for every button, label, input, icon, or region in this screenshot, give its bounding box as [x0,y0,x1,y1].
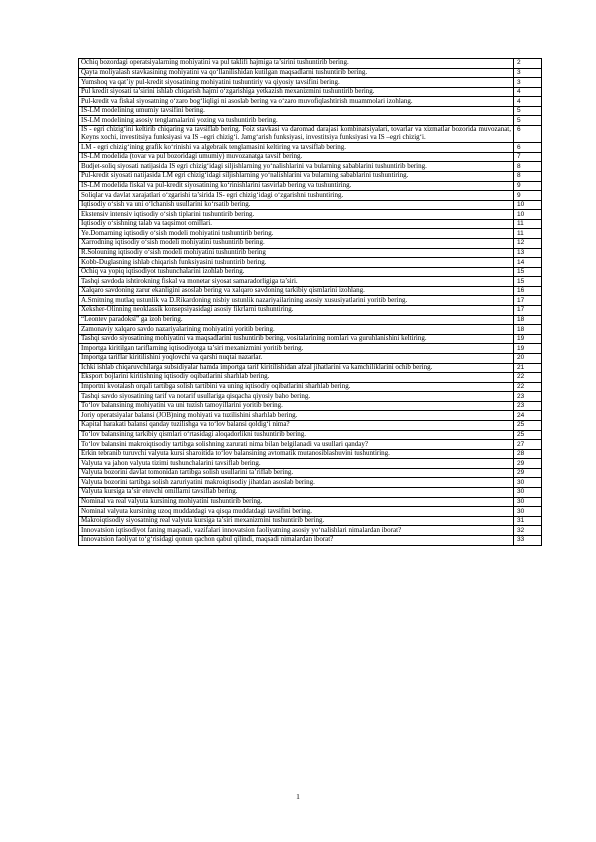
page-reference: 7 [514,152,542,162]
question-text: Xarrodning iqtisodiy o‘sish modeli mohiyatini tushuntirib bering. [79,239,514,249]
question-text: Tashqi savdo siyosatining mohiyatini va maqsadlarini tushuntirib bering, vositalarining nomlari va guruhlanishini keltiring. [79,334,514,344]
table-row [79,449,542,459]
question-text: Importga kiritilgan tariflarning iqtisodiyotga ta’siri mexanizmini yoritib bering. [79,344,514,354]
table-row [79,106,542,116]
table-row [79,392,542,402]
page-reference: 10 [514,210,542,220]
question-text: Pul-kredit va fiskal siyosatning o‘zaro bog‘liqligi ni asoslab bering va o‘zaro muvofiqlashtirish muammolari izohlang. [79,97,514,107]
table-row [79,258,542,268]
table-row [79,325,542,335]
question-text: LM - egri chizig‘ining grafik ko‘rinishi va algebraik tenglamasini keltiring va tavsiflab bering. [79,143,514,153]
question-text: Valyuta bozorini davlat tomonidan tartibga solish usullarini ta’riflab bering. [79,468,514,478]
table-row [79,334,542,344]
question-text: Kobb-Duglasning ishlab chiqarish funksiyasini tushuntirib bering. [79,258,514,268]
page-reference: 3 [514,78,542,88]
table-row [79,526,542,536]
question-text: Importni kvotalash orqali tartibga solish tartibini va uning iqtisodiy oqibatlarini sharhlab bering. [79,382,514,392]
table-row [79,411,542,421]
page-reference: 15 [514,277,542,287]
question-text: Budjet-soliq siyosati natijasida IS egri chizig‘idagi siljishlarning yo‘nalishlarini va bularning sabablarini tushuntirib bering. [79,162,514,172]
table-row [79,382,542,392]
question-text: IS - egri chizig‘ini keltirib chiqaring va tavsiflab bering. Foiz stavkasi va daromad darajasi kombinatsiyalari, tovarlar va xizmatlar bozorida muvozanat, Keyns xochi, investitsiya funksiyasi va IS –egri chizig‘i. Jamg‘arish funksiyasi, investitsiya funksiyasi va IS –egri chizig‘i. [79,126,514,143]
question-text: IS-LM modelining asosiy tenglamalarini yozing va tushuntirib bering. [79,116,514,126]
table-row [79,315,542,325]
table-row [79,116,542,126]
page-reference: 8 [514,162,542,172]
table-row [79,229,542,239]
question-text: Pul-kredit siyosati natijasida LM egri chizig‘idagi siljishlarning yo‘nalishlarini va bularning sabablarini tushuntiring. [79,171,514,181]
question-text: Ichki ishlab chiqaruvchilarga subsidiyalar hamda importga tarif kiritilishidan afzal jihatlarini va kamchiliklarini ochib bering. [79,363,514,373]
page-reference: 10 [514,200,542,210]
table-row [79,344,542,354]
table-row [79,219,542,229]
question-text: Nominal valyuta kursining uzoq muddatdagi va qisqa muddatdagi tavsifini bering. [79,507,514,517]
question-text: Tashqi savdo siyosatining tarif va notarif usullariga qisqacha qiyosiy baho bering. [79,392,514,402]
table-row [79,191,542,201]
table-row [79,286,542,296]
question-text: Ochiq va yopiq iqtisodiyot tushunchalarini izohlab bering. [79,267,514,277]
table-row [79,373,542,383]
page-reference: 30 [514,507,542,517]
table-row [79,306,542,316]
question-text: Iqtisodiy o‘sish va uni o‘lchanish usullarini ko‘rsatib bering. [79,200,514,210]
page-reference: 30 [514,478,542,488]
table-row [79,68,542,78]
table-row [79,239,542,249]
table-row [79,507,542,517]
page-reference: 21 [514,363,542,373]
page-reference: 33 [514,535,542,545]
question-text: Kapital harakati balansi qanday tuzilishga va to‘lov balansi qoldig‘i nima? [79,420,514,430]
table-row [79,535,542,545]
question-text: Joriy operatsiyalar balansi (JOB)ning mohiyati va tuzilishini sharhlab bering. [79,411,514,421]
questions-table-body [79,59,542,546]
page-reference: 29 [514,468,542,478]
page-reference: 4 [514,97,542,107]
page-reference: 15 [514,267,542,277]
question-text: To‘lov balansining tarkibiy qismlari o‘rtasidagi aloqadorlikni tushuntirib bering. [79,430,514,440]
table-row [79,353,542,363]
question-text: Innovatsion faoliyat to‘g‘risidagi qonun qachon qabul qilindi, maqsadi nimalardan iborat? [79,535,514,545]
table-row [79,488,542,498]
table-row [79,267,542,277]
table-row [79,401,542,411]
table-row [79,478,542,488]
page-reference: 28 [514,449,542,459]
table-row [79,468,542,478]
page-reference: 12 [514,239,542,249]
page-reference: 19 [514,344,542,354]
question-text: Valyuta va jahon valyuta tizimi tushunchalarini tavsiflab bering. [79,459,514,469]
table-row [79,296,542,306]
page-reference: 8 [514,171,542,181]
page-reference: 2 [514,59,542,69]
page-reference: 14 [514,258,542,268]
question-text: Yumshoq va qat’iy pul-kredit siyosatining mohiyatini tushuntiriy va qiyosiy tavsifini bering. [79,78,514,88]
question-text: Iqtisodiy o‘sishning talab va taqsimot omillari. [79,219,514,229]
question-text: Eksport bojlarini kiritishning iqtisodiy oqibatlarini sharhlab bering. [79,373,514,383]
question-text: IS-LM modelining umumiy tavsifini bering. [79,106,514,116]
page-reference: 23 [514,401,542,411]
page-reference: 23 [514,392,542,402]
page-reference: 22 [514,382,542,392]
table-row [79,363,542,373]
question-text: Makroiqtisodiy siyosatning real valyuta kursiga ta’siri mexanizmini tushuntirib bering. [79,516,514,526]
table-row [79,200,542,210]
question-text: “Leontev paradoksi” ga izoh bering. [79,315,514,325]
table-row [79,162,542,172]
table-row [79,210,542,220]
questions-table [78,58,542,546]
table-row [79,459,542,469]
page-reference: 17 [514,296,542,306]
page-reference: 19 [514,334,542,344]
question-text: IS-LM modelida (tovar va pul bozoridagi umumiy) muvozanatga tavsif bering. [79,152,514,162]
page-number: 1 [296,792,300,801]
question-text: Erkin tebranib turuvchi valyuta kursi sharoitida to‘lov balansining avtomatik mutanosiblashuvini tushuntiring. [79,449,514,459]
table-row [79,171,542,181]
question-text: Xalqaro savdoning zarur ekanligini asoslab bering va xalqaro savdoning tarkibiy qismlarini izohlang. [79,286,514,296]
question-text: Zamonaviy xalqaro savdo nazariyalarining mohiyatini yoritib bering. [79,325,514,335]
page-reference: 30 [514,497,542,507]
page-reference: 20 [514,353,542,363]
question-text: Innovatsion iqtisodiyot faning maqsadi, vazifalari innovatsion faoliyatning asosiy yo‘nalishlari nimalardan iborat? [79,526,514,536]
table-row [79,59,542,69]
table-row [79,78,542,88]
question-text: Valyuta bozorini tartibga solish zaruriyatini makroiqtisodiy jihatdan asoslab bering. [79,478,514,488]
page-reference: 13 [514,248,542,258]
question-text: A.Smitning mutlaq ustunlik va D.Rikardoning nisbiy ustunlik nazariyailarining asosiy xususiyatlarini yoritib bering. [79,296,514,306]
table-row [79,497,542,507]
table-row [79,516,542,526]
table-row [79,440,542,450]
table-row [79,152,542,162]
question-text: Nominal va real valyuta kursining mohiyatini tushuntirib bering. [79,497,514,507]
page-reference: 32 [514,526,542,536]
page-reference: 5 [514,116,542,126]
question-text: Qayta moliyalash stavkasining mohiyatini va qo‘llanilishidan kutilgan maqsadlarni tushuntirib bering. [79,68,514,78]
question-text: R.Solouning iqtisodiy o‘sish modeli mohiyatini tushuntirib bering [79,248,514,258]
table-row [79,87,542,97]
question-text: Tashqi savdoda ishtirokning fiskal va monetar siyosat samaradorligiga ta’siri. [79,277,514,287]
page-reference: 29 [514,459,542,469]
question-text: Soliqlar va davlat xarajatlari o‘zgarishi ta’sirida IS- egri chizig‘idagi o‘zgarishni tushuntiring. [79,191,514,201]
page-reference: 9 [514,181,542,191]
table-row [79,143,542,153]
page-reference: 4 [514,87,542,97]
page-reference: 3 [514,68,542,78]
question-text: Ye.Domarning iqtisodiy o‘sish modeli mohiyatini tushuntirib bering. [79,229,514,239]
question-text: To‘lov balansini makroiqtisodiy tartibga solishning zarurati nima bilan belgilanadi va usullari qanday? [79,440,514,450]
question-text: Ekstensiv intensiv iqtisodiy o‘sish tiplarini tushuntirib bering. [79,210,514,220]
table-row [79,97,542,107]
page-reference: 25 [514,420,542,430]
page-reference: 11 [514,229,542,239]
page-reference: 27 [514,440,542,450]
page-reference: 18 [514,315,542,325]
question-text: Ochiq bozordagi operatsiyalarning mohiyatini va pul taklifi hajmiga ta’sirini tushuntirib bering. [79,59,514,69]
page-reference: 6 [514,143,542,153]
page-reference: 25 [514,430,542,440]
page-reference: 24 [514,411,542,421]
page-reference: 17 [514,306,542,316]
page-reference: 31 [514,516,542,526]
page-reference: 5 [514,106,542,116]
question-text: Pul kredit siyosati ta’sirini ishlab chiqarish hajmi o‘zgarishiga yetkazish mexanizmini tushuntirib bering. [79,87,514,97]
question-text: Importga tariflar kiritilishini yoqlovchi va qarshi nuqtai nazarlar. [79,353,514,363]
page-reference: 6 [514,126,542,143]
question-text: IS-LM modelida fiskal va pul-kredit siyosatining ko‘rinishlarini tasvirlab bering va tushuntiring. [79,181,514,191]
page-reference: 16 [514,286,542,296]
page-reference: 22 [514,373,542,383]
table-row [79,420,542,430]
table-row [79,126,542,143]
page-reference: 11 [514,219,542,229]
page-reference: 18 [514,325,542,335]
question-text: Valyuta kursiga ta’sir etuvchi omillarni tavsiflab bering. [79,488,514,498]
table-row [79,248,542,258]
table-row [79,181,542,191]
table-row [79,430,542,440]
question-text: To‘lov balansining mohiyatini va uni tuzish tamoyillarini yoritib bering. [79,401,514,411]
page-reference: 30 [514,488,542,498]
table-row [79,277,542,287]
page-reference: 9 [514,191,542,201]
question-text: Xeksher-Olinning neoklassik konsepsiyasidagi asosiy fikrlarni tushuntiring. [79,306,514,316]
